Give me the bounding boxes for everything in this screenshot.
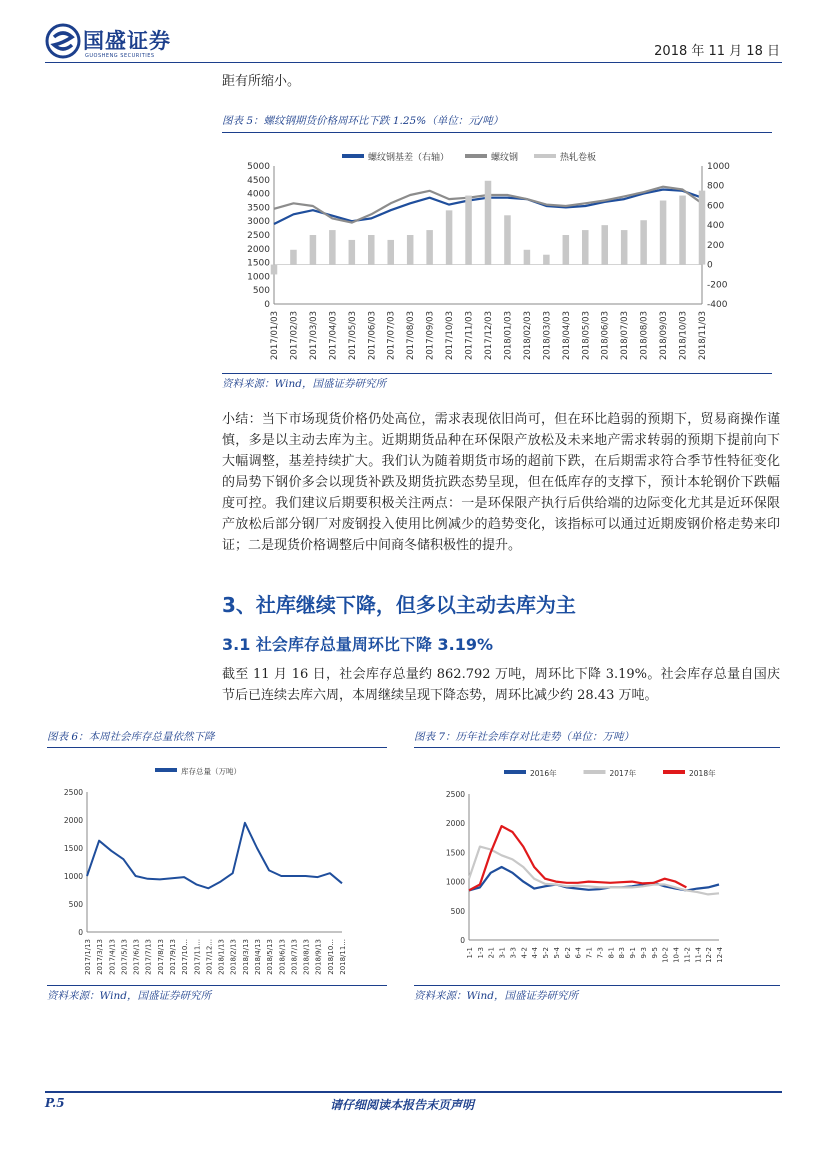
basis-bar xyxy=(563,235,570,265)
figure6-source: 资料来源：Wind，国盛证券研究所 xyxy=(47,990,211,1002)
x-tick-label: 2017/5/13 xyxy=(120,939,129,975)
x-tick-label: 11-4 xyxy=(694,947,703,963)
y-tick-label: 1000 xyxy=(63,872,83,881)
y-tick-label: 4500 xyxy=(247,175,270,186)
basis-bar xyxy=(679,196,686,265)
basis-bar xyxy=(349,240,356,265)
footer-rule xyxy=(45,1091,782,1093)
x-tick-label: 2017/11/03 xyxy=(464,311,475,360)
y2-tick-label: 400 xyxy=(707,221,725,232)
x-tick-label: 2017/10/03 xyxy=(445,311,456,360)
y-tick-label: 5000 xyxy=(247,162,270,172)
x-tick-label: 2018/7/13 xyxy=(290,939,299,975)
header-rule xyxy=(45,62,782,63)
basis-bar xyxy=(310,235,317,265)
y-tick-label: 500 xyxy=(450,906,465,916)
x-tick-label: 10-2 xyxy=(661,947,670,963)
basis-bar xyxy=(582,230,589,264)
x-tick-label: 2018/10/03 xyxy=(678,311,689,360)
x-tick-label: 2017/01/03 xyxy=(270,311,280,360)
basis-bar xyxy=(640,220,647,264)
x-tick-label: 8-3 xyxy=(618,947,627,959)
y-tick-label: 0 xyxy=(78,928,83,937)
x-tick-label: 2017/09/03 xyxy=(425,311,436,360)
figure6-bottom-rule xyxy=(47,985,387,986)
x-tick-label: 2017/11... xyxy=(193,939,202,975)
x-tick-label: 2017/4/13 xyxy=(108,939,117,975)
basis-bar xyxy=(504,215,511,264)
basis-bar xyxy=(407,235,414,265)
page-number: P.5 xyxy=(45,1096,65,1110)
basis-bar xyxy=(660,201,667,265)
x-tick-label: 2017/7/13 xyxy=(144,939,153,975)
x-tick-label: 4-4 xyxy=(531,947,540,959)
y-tick-label: 1500 xyxy=(445,848,465,858)
figure6-chart xyxy=(47,752,387,982)
y2-tick-label: 600 xyxy=(707,201,725,212)
legend-label: 螺纹钢 xyxy=(491,153,519,163)
y2-tick-label: -200 xyxy=(707,280,728,291)
figure7-caption: 图表 7：历年社会库存对比走势（单位：万吨） xyxy=(414,731,635,743)
section31-body: 截至 11 月 16 日，社会库存总量约 862.792 万吨，周环比下降 3.19%。社会库存总量自国庆节后已连续去库六周，本周继续呈现下降态势，周环比减少约 28.43 万吨。 xyxy=(222,667,780,703)
x-tick-label: 2017/03/03 xyxy=(308,311,319,360)
series-line-0 xyxy=(87,823,342,889)
x-tick-label: 2018/10... xyxy=(326,939,335,975)
summary-paragraph: 小结：当下市场现货价格仍处高位，需求表现依旧尚可，但在环比趋弱的预期下，贸易商操作谨慎，多是以主动去库为主。近期期货品种在环保限产放松及未来地产需求转弱的预期下提前向下大幅调整，基差持续扩大。我们认为随着期货市场的超前下跌，在后期需求符合季节性特征变化的局势下钢价多会以现货补跌及期货抗跌态势呈现，但在低库存的支撑下，预计本轮钢价下跌幅度可控。我们建议后期要积极关注两点：一是环保限产执行后供给端的边际变化尤其是近环保限产放松后部分钢厂对废钢投入使用比例减少的趋势变化，该指标可以通过近期废钢价格走势来印证；二是现货价格调整后中间商冬储积极性的提升。 xyxy=(222,412,780,553)
basis-bar xyxy=(426,230,433,264)
x-tick-label: 7-3 xyxy=(596,947,605,959)
x-tick-label: 2017/12/03 xyxy=(484,311,494,360)
y-tick-label: 0 xyxy=(460,936,465,945)
x-tick-label: 7-1 xyxy=(585,947,594,959)
basis-bar xyxy=(290,250,297,265)
legend-label: 库存总量（万吨） xyxy=(181,767,241,776)
basis-bar xyxy=(387,240,394,265)
x-tick-label: 2017/08/03 xyxy=(406,311,417,360)
x-tick-label: 2017/8/13 xyxy=(156,939,165,975)
y2-tick-label: 800 xyxy=(707,181,725,192)
x-tick-label: 1-1 xyxy=(466,947,474,959)
y-tick-label: 1500 xyxy=(63,844,83,853)
x-tick-label: 2018/08/03 xyxy=(639,311,650,360)
y-tick-label: 2000 xyxy=(445,819,465,829)
basis-bar xyxy=(329,230,336,264)
figure6-top-rule xyxy=(47,747,387,748)
figure5-chart xyxy=(222,140,772,368)
y-tick-label: 1000 xyxy=(247,272,270,283)
x-tick-label: 2017/07/03 xyxy=(386,311,397,360)
x-tick-label: 2017/10... xyxy=(181,939,190,975)
basis-bar xyxy=(699,191,706,265)
basis-bar xyxy=(621,230,628,264)
figure5-caption: 图表 5：螺纹钢期货价格周环比下跌 1.25%（单位：元/吨） xyxy=(222,115,504,127)
y2-tick-label: 0 xyxy=(707,260,713,271)
x-tick-label: 9-1 xyxy=(629,947,638,959)
basis-bar xyxy=(543,255,550,265)
figure7-chart xyxy=(414,752,780,982)
series-line-2 xyxy=(469,826,686,890)
section3-heading: 3、社库继续下降，但多以主动去库为主 xyxy=(222,593,576,617)
x-tick-label: 12-2 xyxy=(705,947,714,963)
x-tick-label: 2017/04/03 xyxy=(328,311,339,360)
legend-label: 2018年 xyxy=(689,769,716,778)
x-tick-label: 2018/3/13 xyxy=(241,939,250,975)
x-tick-label: 6-2 xyxy=(563,947,572,959)
figure6-caption: 图表 6：本周社会库存总量依然下降 xyxy=(47,731,215,743)
y-tick-label: 1000 xyxy=(445,877,465,887)
x-tick-label: 2017/1/13 xyxy=(84,939,92,975)
x-tick-label: 6-4 xyxy=(574,947,583,959)
y2-tick-label: -400 xyxy=(707,300,728,310)
logo-text: 国盛证券 xyxy=(83,29,171,53)
x-tick-label: 2018/05/03 xyxy=(581,311,592,360)
x-tick-label: 3-1 xyxy=(498,947,507,959)
basis-bar xyxy=(485,181,492,265)
x-tick-label: 2018/04/03 xyxy=(561,311,572,360)
x-tick-label: 2018/09/03 xyxy=(659,311,670,360)
basis-bar xyxy=(465,196,472,265)
top-text: 距有所缩小。 xyxy=(222,74,301,89)
basis-bar xyxy=(524,250,531,265)
x-tick-label: 2017/9/13 xyxy=(169,939,177,975)
x-tick-label: 2018/9/13 xyxy=(314,939,323,975)
x-tick-label: 3-3 xyxy=(509,947,518,959)
y-tick-label: 2500 xyxy=(445,790,465,799)
x-tick-label: 2018/5/13 xyxy=(266,939,275,975)
figure7-source: 资料来源：Wind，国盛证券研究所 xyxy=(414,990,578,1002)
y-tick-label: 2000 xyxy=(247,244,270,255)
x-tick-label: 11-2 xyxy=(683,947,692,963)
x-tick-label: 2018/03/03 xyxy=(542,311,553,360)
x-tick-label: 5-2 xyxy=(542,947,551,959)
x-tick-label: 2017/12... xyxy=(205,939,214,975)
basis-bar xyxy=(368,235,375,265)
x-tick-label: 2018/6/13 xyxy=(278,939,287,975)
basis-bar xyxy=(271,265,278,275)
x-tick-label: 2018/11... xyxy=(339,939,347,975)
figure7-bottom-rule xyxy=(414,985,780,986)
y2-tick-label: 200 xyxy=(707,240,725,251)
figure5-bottom-rule xyxy=(222,373,772,374)
report-date: 2018 年 11 月 18 日 xyxy=(654,44,780,59)
x-tick-label: 2017/3/13 xyxy=(96,939,105,975)
y-tick-label: 500 xyxy=(252,286,270,297)
logo-icon xyxy=(45,23,81,59)
y-tick-label: 2500 xyxy=(63,788,83,797)
x-tick-label: 2018/4/13 xyxy=(254,939,262,975)
figure7-top-rule xyxy=(414,747,780,748)
figure5-source: 资料来源：Wind，国盛证券研究所 xyxy=(222,378,386,390)
logo-subtext: GUOSHENG SECURITIES xyxy=(85,53,155,59)
y-tick-label: 2500 xyxy=(247,231,270,241)
legend-label: 螺纹钢基差（右轴） xyxy=(368,153,450,163)
x-tick-label: 2017/05/03 xyxy=(347,311,358,360)
x-tick-label: 4-2 xyxy=(520,947,529,959)
y2-tick-label: 1000 xyxy=(707,162,730,172)
y-tick-label: 0 xyxy=(264,300,270,310)
x-tick-label: 9-3 xyxy=(639,947,648,959)
y-tick-label: 1500 xyxy=(247,258,270,269)
logo xyxy=(45,23,185,61)
x-tick-label: 2018/02/03 xyxy=(522,311,533,360)
legend-label: 热轧卷板 xyxy=(560,153,597,163)
footer-disclaimer: 请仔细阅读本报告末页声明 xyxy=(330,1098,475,1112)
x-tick-label: 2018/11/03 xyxy=(698,311,708,360)
x-tick-label: 9-5 xyxy=(650,947,659,959)
y-tick-label: 500 xyxy=(68,900,83,909)
legend-label: 2016年 xyxy=(530,769,557,778)
x-tick-label: 2018/8/13 xyxy=(302,939,311,975)
x-tick-label: 5-4 xyxy=(552,947,561,959)
x-tick-label: 2018/06/03 xyxy=(600,311,611,360)
x-tick-label: 2018/1/13 xyxy=(217,939,226,975)
x-tick-label: 2018/2/13 xyxy=(229,939,238,975)
figure5-top-rule xyxy=(222,132,772,133)
basis-bar xyxy=(446,210,453,264)
section31-heading: 3.1 社会库存总量周环比下降 3.19% xyxy=(222,635,493,654)
x-tick-label: 2017/6/13 xyxy=(132,939,141,975)
basis-bar xyxy=(601,225,608,264)
x-tick-label: 10-4 xyxy=(672,947,681,963)
x-tick-label: 2017/02/03 xyxy=(289,311,300,360)
y-tick-label: 4000 xyxy=(247,189,270,200)
x-tick-label: 8-1 xyxy=(607,947,616,959)
y-tick-label: 2000 xyxy=(63,816,83,825)
legend-label: 2017年 xyxy=(609,769,637,778)
x-tick-label: 2-1 xyxy=(487,947,496,959)
x-tick-label: 2017/06/03 xyxy=(367,311,378,360)
y-tick-label: 3500 xyxy=(247,203,270,214)
x-tick-label: 12-4 xyxy=(716,947,724,963)
x-tick-label: 2018/07/03 xyxy=(620,311,631,360)
x-tick-label: 2018/01/03 xyxy=(503,311,514,360)
y-tick-label: 3000 xyxy=(247,217,270,228)
x-tick-label: 1-3 xyxy=(476,947,485,959)
